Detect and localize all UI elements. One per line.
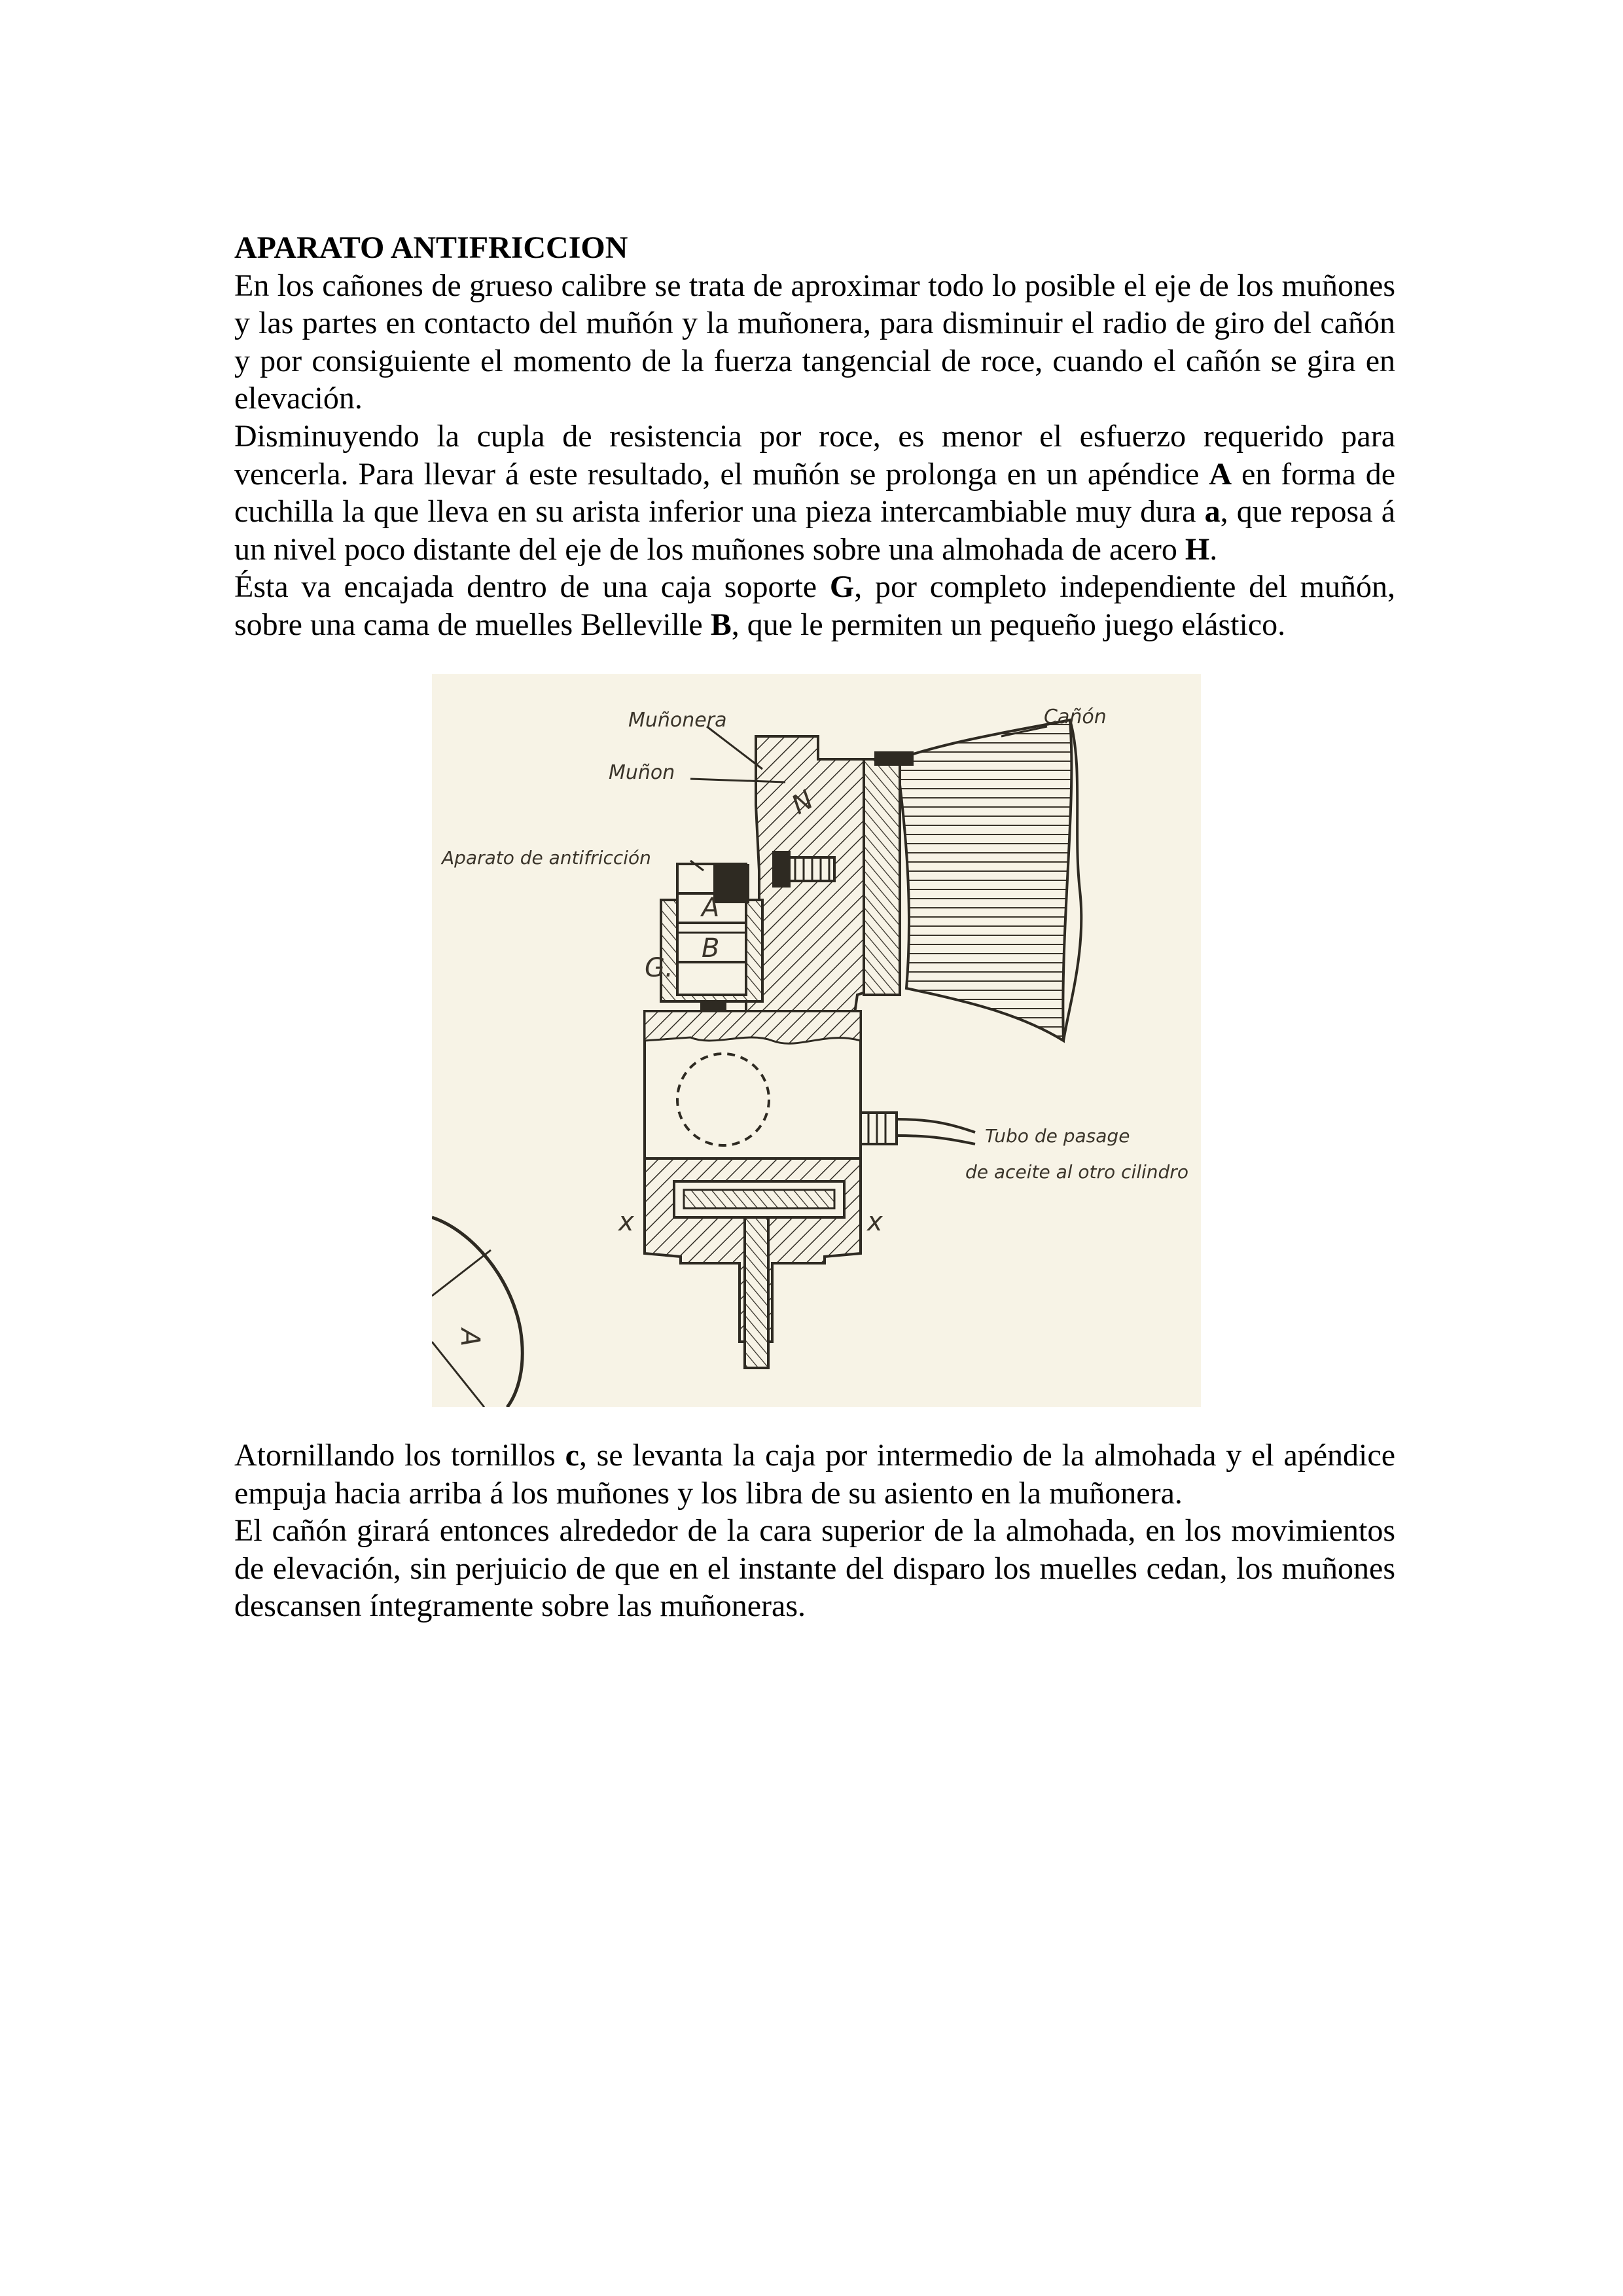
letter-G: G. — [645, 953, 673, 983]
bold-letter-B: B — [710, 607, 732, 642]
antifriction-apparatus-figure — [432, 674, 1201, 1407]
tube-fitting — [861, 1113, 897, 1144]
bold-letter-c: c — [565, 1438, 579, 1473]
label-canon: Cañón — [1044, 706, 1107, 728]
label-munon: Muñon — [609, 761, 675, 784]
bold-letter-G: G — [829, 569, 855, 605]
paragraph-5: El cañón girará entonces alrededor de la cara superior de la almohada, en los movimientos de elevación, sin perjuicio de que en el instante del disparo los muelles cedan, los muñones descansen íntegramente sobre las muñoneras. — [234, 1513, 1395, 1624]
bold-letter-a: a — [1204, 494, 1221, 529]
bold-letter-H: H — [1185, 531, 1210, 567]
label-tubo-1: Tubo de pasage — [985, 1125, 1130, 1147]
bold-letter-A: A — [1209, 456, 1232, 492]
letter-circle-A: A — [455, 1329, 485, 1347]
paragraph-2: Disminuyendo la cupla de resistencia por roce, es menor el esfuerzo requerido para vencerla. Para llevar á este resultado, el muñón se prolonga en un apéndice A en forma de cuchilla la que lleva en su arista inferior una pieza intercambiable muy dura a, que reposa á un nivel poco distante del eje de los muñones sobre una almohada de acero H. — [234, 418, 1396, 567]
munon-cap — [874, 751, 914, 766]
paragraph-4: Atornillando los tornillos c, se levanta la caja por intermedio de la almohada y el apéndice empuja hacia arriba á los muñones y los libra de su asiento en la muñonera. — [234, 1438, 1395, 1511]
paragraph-3: Ésta va encajada dentro de una caja soporte G, por completo independiente del muñón, sobre una cama de muelles Belleville B, que le permiten un pequeño juego elástico. — [234, 569, 1395, 642]
letter-x-right: x — [867, 1207, 883, 1237]
piston-rod — [745, 1217, 768, 1368]
letter-A: A — [702, 893, 720, 923]
label-munonera: Muñonera — [628, 709, 727, 732]
letter-x-left: x — [618, 1207, 634, 1237]
trunnion-mark: N — [787, 784, 819, 821]
label-aparato: Aparato de antifricción — [442, 847, 651, 869]
letter-B: B — [702, 933, 720, 963]
text-block-top — [234, 229, 1395, 644]
section-heading: APARATO ANTIFRICCION — [234, 230, 628, 265]
munon-rib — [864, 759, 900, 995]
text-block-bottom — [234, 1437, 1395, 1625]
canon-barrel — [897, 720, 1071, 1041]
label-tubo-2: de aceite al otro cilindro — [965, 1161, 1188, 1183]
paragraph-1: En los cañones de grueso calibre se trata de aproximar todo lo posible el eje de los muñones y las partes en contacto del muñón y la muñonera, para disminuir el radio de giro del cañón y por consiguiente el momento de la fuerza tangencial de roce, cuando el cañón se gira en elevación. — [234, 268, 1395, 416]
